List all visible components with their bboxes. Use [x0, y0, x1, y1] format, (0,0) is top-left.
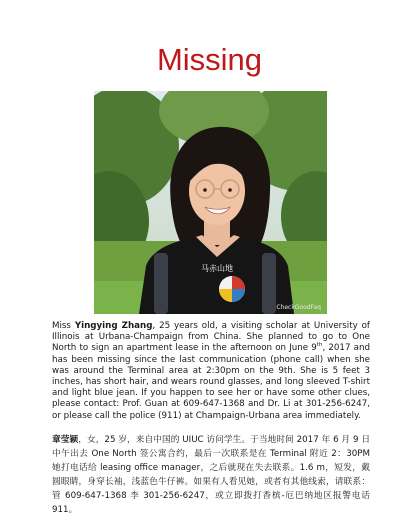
portrait-photo: [94, 91, 327, 314]
date-ordinal-suffix: th: [316, 342, 323, 349]
chinese-description: [52, 433, 370, 517]
chinese-text: ，女，25 岁，来自中国的 UIUC 访问学生。于当地时间 2017 年 6 月 9 日中午出去 One North 签公寓合约，最后一次联系是在 Terminal 附近 2：30PM 她打电话给 leasing office manager，之后就现在失去联系。1.6 m，短发，戴圆眼睛，身穿长袖，浅蓝色牛仔裤。如果有人看见她，或者有其他线索，请联系：管 609-647-1368 李 301-256-6247，或立即拨打香槟-厄巴纳地区报警电话 911。: [52, 435, 371, 515]
shirt-print-text: 马赤山地: [201, 264, 233, 273]
english-lead: Miss: [52, 321, 75, 331]
poster-title: Missing: [156, 42, 263, 77]
missing-person-name: Yingying Zhang: [74, 321, 153, 331]
english-text-part1: , 25 years old, a visiting scholar at University of Illinois at Urbana-Champaign from China. She planned to go to One North to sign an apartment lease in the afternoon on June 9: [52, 321, 370, 354]
english-text-part2: , 2017 and has been missing since the last communication (phone call) when she was around the Terminal area at 2:30pm on the 9th. She is 5 feet 3 inches, has short hair, and wears round glasses, and long sleeved T-shirt and light blue jean. If you happen to see her or have some other clues, please contact: Prof. Guan at 609-647-1368 and Dr. Li at 301-256-6247, or please call the police (911) at Champaign-Urbana area immediately.: [52, 343, 370, 421]
portrait-illustration: [94, 91, 327, 314]
photo-watermark: CheckGoodFaq: [276, 304, 321, 311]
missing-person-name-chinese: 章莹颖: [52, 435, 79, 445]
english-description: [52, 321, 370, 422]
